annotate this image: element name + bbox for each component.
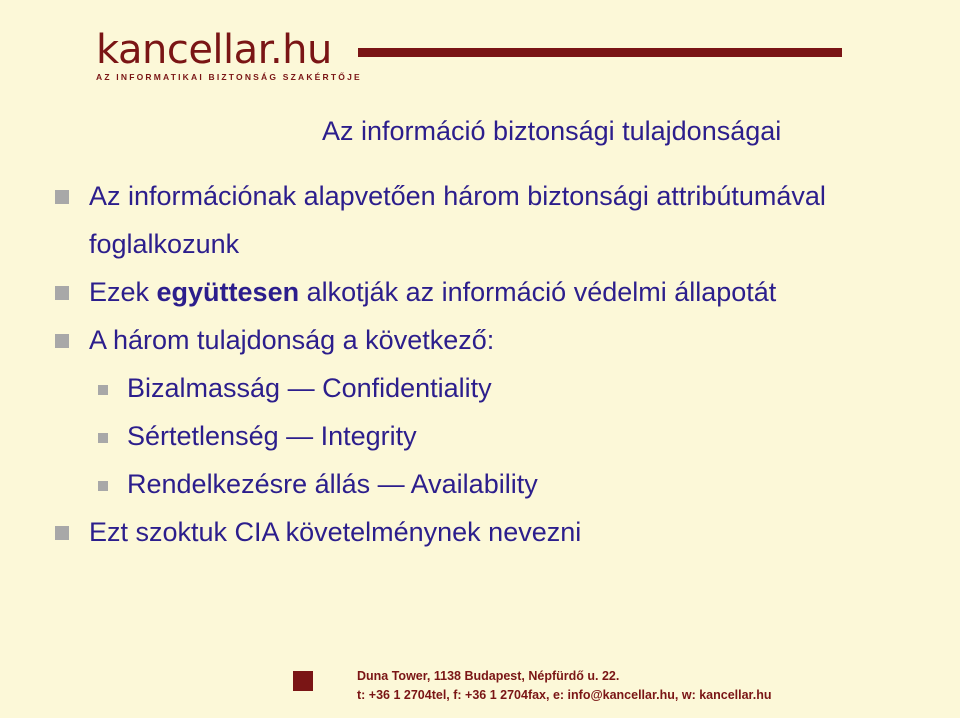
square-bullet-icon — [55, 190, 69, 204]
square-bullet-icon — [98, 433, 108, 443]
footer-square-icon — [293, 671, 313, 691]
bullet-item — [55, 508, 935, 556]
slide-title: Az információ biztonsági tulajdonságai — [322, 116, 782, 146]
logo-text: kancellar.hu — [96, 27, 332, 73]
bullet-text: A három tulajdonság a következő: — [89, 325, 495, 355]
bullet-item — [55, 172, 849, 268]
square-bullet-icon — [55, 334, 69, 348]
sub-bullet-item — [55, 412, 935, 460]
bullet-item — [55, 316, 935, 364]
bullet-text-post: alkotják az információ védelmi állapotát — [299, 277, 777, 307]
footer — [357, 667, 771, 705]
footer-address: Duna Tower, 1138 Budapest, Népfürdő u. 22. — [357, 669, 620, 683]
square-bullet-icon — [55, 286, 69, 300]
footer-contact: t: +36 1 2704tel, f: +36 1 2704fax, e: info@kancellar.hu, w: kancellar.hu — [357, 688, 772, 702]
sub-bullet-text: Bizalmasság — Confidentiality — [127, 373, 492, 403]
bullet-text-pre: Ezek — [89, 277, 157, 307]
bullet-text-bold: együttesen — [156, 277, 300, 307]
sub-bullet-text: Rendelkezésre állás — Availability — [127, 469, 538, 499]
bullet-text: Az információnak alapvetően három biztonsági attribútumával foglalkozunk — [89, 181, 826, 259]
sub-bullet-item — [55, 460, 935, 508]
square-bullet-icon — [55, 526, 69, 540]
logo — [96, 26, 362, 82]
square-bullet-icon — [98, 481, 108, 491]
square-bullet-icon — [98, 385, 108, 395]
bullet-item — [55, 268, 849, 316]
sub-bullet-item — [55, 364, 935, 412]
header-bar — [358, 48, 842, 57]
sub-bullet-text: Sértetlenség — Integrity — [127, 421, 417, 451]
bullet-list — [55, 172, 935, 556]
bullet-text: Ezt szoktuk CIA követelménynek nevezni — [89, 517, 582, 547]
logo-subtitle: AZ INFORMATIKAI BIZTONSÁG SZAKÉRTŐJE — [96, 72, 362, 82]
